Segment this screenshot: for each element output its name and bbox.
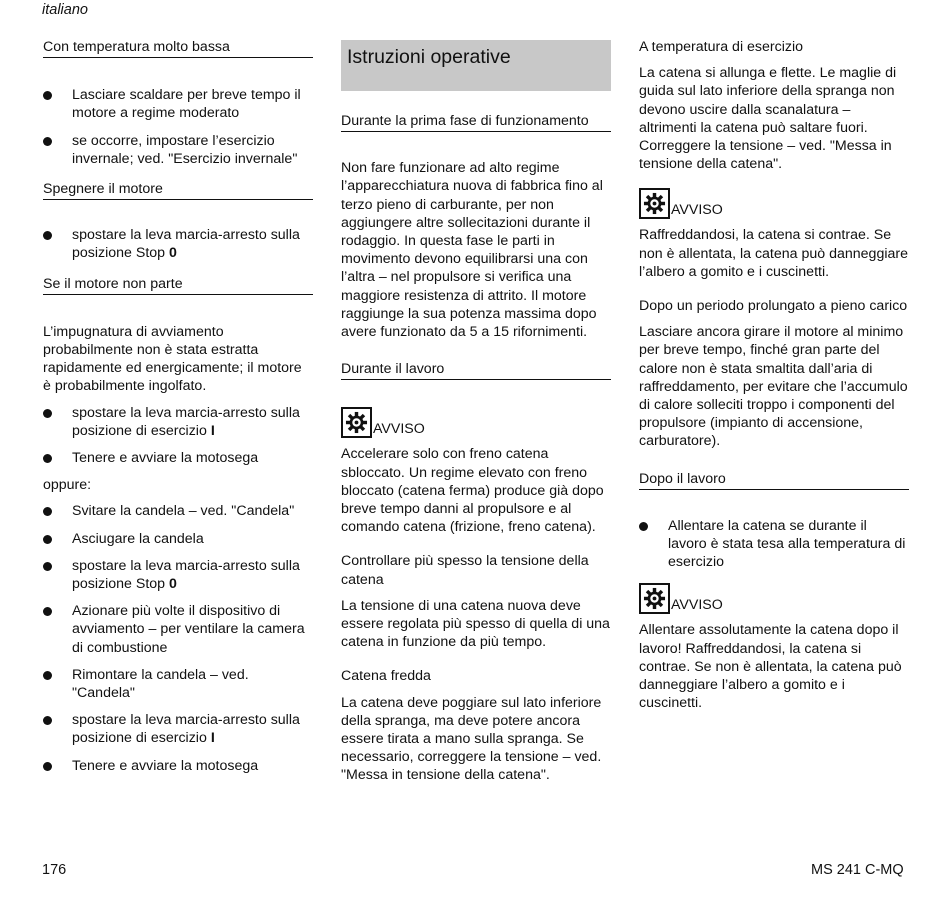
heading-during-work: Durante il lavoro — [341, 360, 611, 380]
list-item: Rimontare la candela – ved. "Candela" — [43, 666, 313, 702]
bullet — [43, 762, 52, 771]
column-left — [43, 38, 313, 784]
bullet — [43, 716, 52, 725]
stop-symbol: 0 — [169, 576, 177, 593]
bullet — [43, 454, 52, 463]
gear-warning-icon — [639, 583, 670, 614]
bullet — [43, 137, 52, 146]
list-item: se occorre, impostare l’esercizio invernale; ved. "Esercizio invernale" — [43, 132, 313, 168]
column-right — [639, 38, 909, 712]
bullet — [43, 535, 52, 544]
list-item: Azionare più volte il dispositivo di avviamento – per ventilare la camera di combustione — [43, 602, 313, 657]
language-label: italiano — [42, 2, 88, 18]
paragraph-warning-cooling: Raffreddandosi, la catena si contrae. Se non è allentata, la catena può danneggiare l’albero a gomito e i cuscinetti. — [639, 227, 908, 280]
paragraph-operating-temperature: La catena si allunga e flette. Le maglie di guida sul lato inferiore della spranga non devono uscire dalla scanalatura – altrimenti la catena può saltare fuori. Correggere la tensione – ved. "Messa in tensione della catena". — [639, 65, 897, 173]
model-code: MS 241 C-MQ — [811, 862, 904, 878]
bullet — [43, 91, 52, 100]
run-symbol: I — [210, 730, 215, 747]
heading-after-work: Dopo il lavoro — [639, 470, 909, 490]
list-item: Allentare la catena se durante il lavoro è stata tesa alla temperatura di esercizio — [639, 517, 909, 572]
list-not-starting-1 — [43, 404, 313, 468]
list-stop — [43, 226, 313, 262]
heading-engine-not-starting: Se il motore non parte — [43, 275, 313, 295]
paragraph-during-work: Accelerare solo con freno catena sbloccato. Un regime elevato con freno bloccato (catena ferma) produce già dopo breve tempo danni al propulsore e al comando catena (frizione, freno catena). — [341, 446, 604, 536]
column-middle — [341, 40, 611, 785]
subheading-full-load: Dopo un periodo prolungato a pieno carico — [639, 298, 908, 315]
paragraph-cold-chain: La catena deve poggiare sul lato inferiore della spranga, ma deve potere ancora essere tirata a mano sulla spranga. Se necessario, correggere la tensione – ved. "Messa in tensione della catena". — [341, 694, 602, 784]
subheading-cold-chain: Catena fredda — [341, 668, 431, 685]
list-item: Tenere e avviare la motosega — [43, 757, 313, 775]
paragraph-full-load: Lasciare ancora girare il motore al minimo per breve tempo, finché gran parte del calore non è stata smaltita dall’aria di raffreddamento, per evitare che l’accumulo di calore solleciti troppo i componenti del propulsore (impianto di accensione, carburatore). — [639, 324, 908, 450]
run-symbol: I — [210, 422, 215, 439]
bullet — [43, 562, 52, 571]
paragraph-not-starting: L’impugnatura di avviamento probabilmente non è stata estratta rapidamente ed energicamente; il motore è probabilmente ingolfato. — [43, 323, 302, 395]
bullet — [43, 607, 52, 616]
warning-label: AVVISO — [671, 597, 723, 614]
gear-warning-icon — [341, 407, 372, 438]
gear-warning-icon — [639, 188, 670, 219]
warning-notice — [341, 407, 611, 438]
section-banner: Istruzioni operative — [341, 40, 611, 91]
warning-label: AVVISO — [373, 421, 425, 438]
list-item: Svitare la candela – ved. "Candela" — [43, 502, 313, 520]
subheading-operating-temperature: A temperatura di esercizio — [639, 39, 804, 55]
bullet — [43, 671, 52, 680]
list-item: Tenere e avviare la motosega — [43, 449, 313, 467]
bullet — [639, 522, 648, 531]
list-item: Lasciare scaldare per breve tempo il motore a regime moderato — [43, 86, 313, 122]
list-item: spostare la leva marcia-arresto sulla posizione di esercizio I — [43, 404, 313, 440]
warning-notice — [639, 583, 909, 614]
list-item: spostare la leva marcia-arresto sulla posizione Stop 0 — [43, 226, 313, 262]
paragraph-warning-after-work: Allentare assolutamente la catena dopo il lavoro! Raffreddandosi, la catena si contrae. Se non è allentata, la catena può danneggiare l’albero a gomito e i cuscinetti. — [639, 622, 902, 712]
heading-cold-temperature: Con temperatura molto bassa — [43, 38, 313, 58]
page-number: 176 — [42, 862, 67, 878]
stop-symbol: 0 — [169, 245, 177, 262]
text-oppure: oppure: — [43, 477, 92, 494]
heading-stop-engine: Spegnere il motore — [43, 180, 313, 200]
warning-notice — [639, 188, 909, 219]
bullet — [43, 507, 52, 516]
bullet — [43, 409, 52, 418]
list-item: spostare la leva marcia-arresto sulla posizione Stop 0 — [43, 557, 313, 593]
list-item: spostare la leva marcia-arresto sulla posizione di esercizio I — [43, 711, 313, 747]
heading-first-phase: Durante la prima fase di funzionamento — [341, 112, 611, 132]
bullet — [43, 231, 52, 240]
paragraph-first-phase: Non fare funzionare ad alto regime l’apparecchiatura nuova di fabbrica fino al terzo pieno di carburante, per non aggiungere altre sollecitazioni durante il rodaggio. In questa fase le parti in movimento devono equilibrarsi una con l’altra – nel propulsore si verifica una maggiore resistenza di attrito. Il motore raggiunge la sua potenza massima dopo avere funzionato da 5 a 15 rifornimenti. — [341, 160, 603, 341]
warning-label: AVVISO — [671, 202, 723, 219]
list-item: Asciugare la candela — [43, 530, 313, 548]
list-after-work — [639, 517, 909, 572]
list-cold — [43, 86, 313, 168]
paragraph-check-tension: La tensione di una catena nuova deve essere regolata più spesso di quella di una catena in funzione da più tempo. — [341, 597, 610, 651]
subheading-check-tension: Controllare più spesso la tensione della catena — [341, 553, 589, 588]
list-not-starting-2 — [43, 502, 313, 774]
